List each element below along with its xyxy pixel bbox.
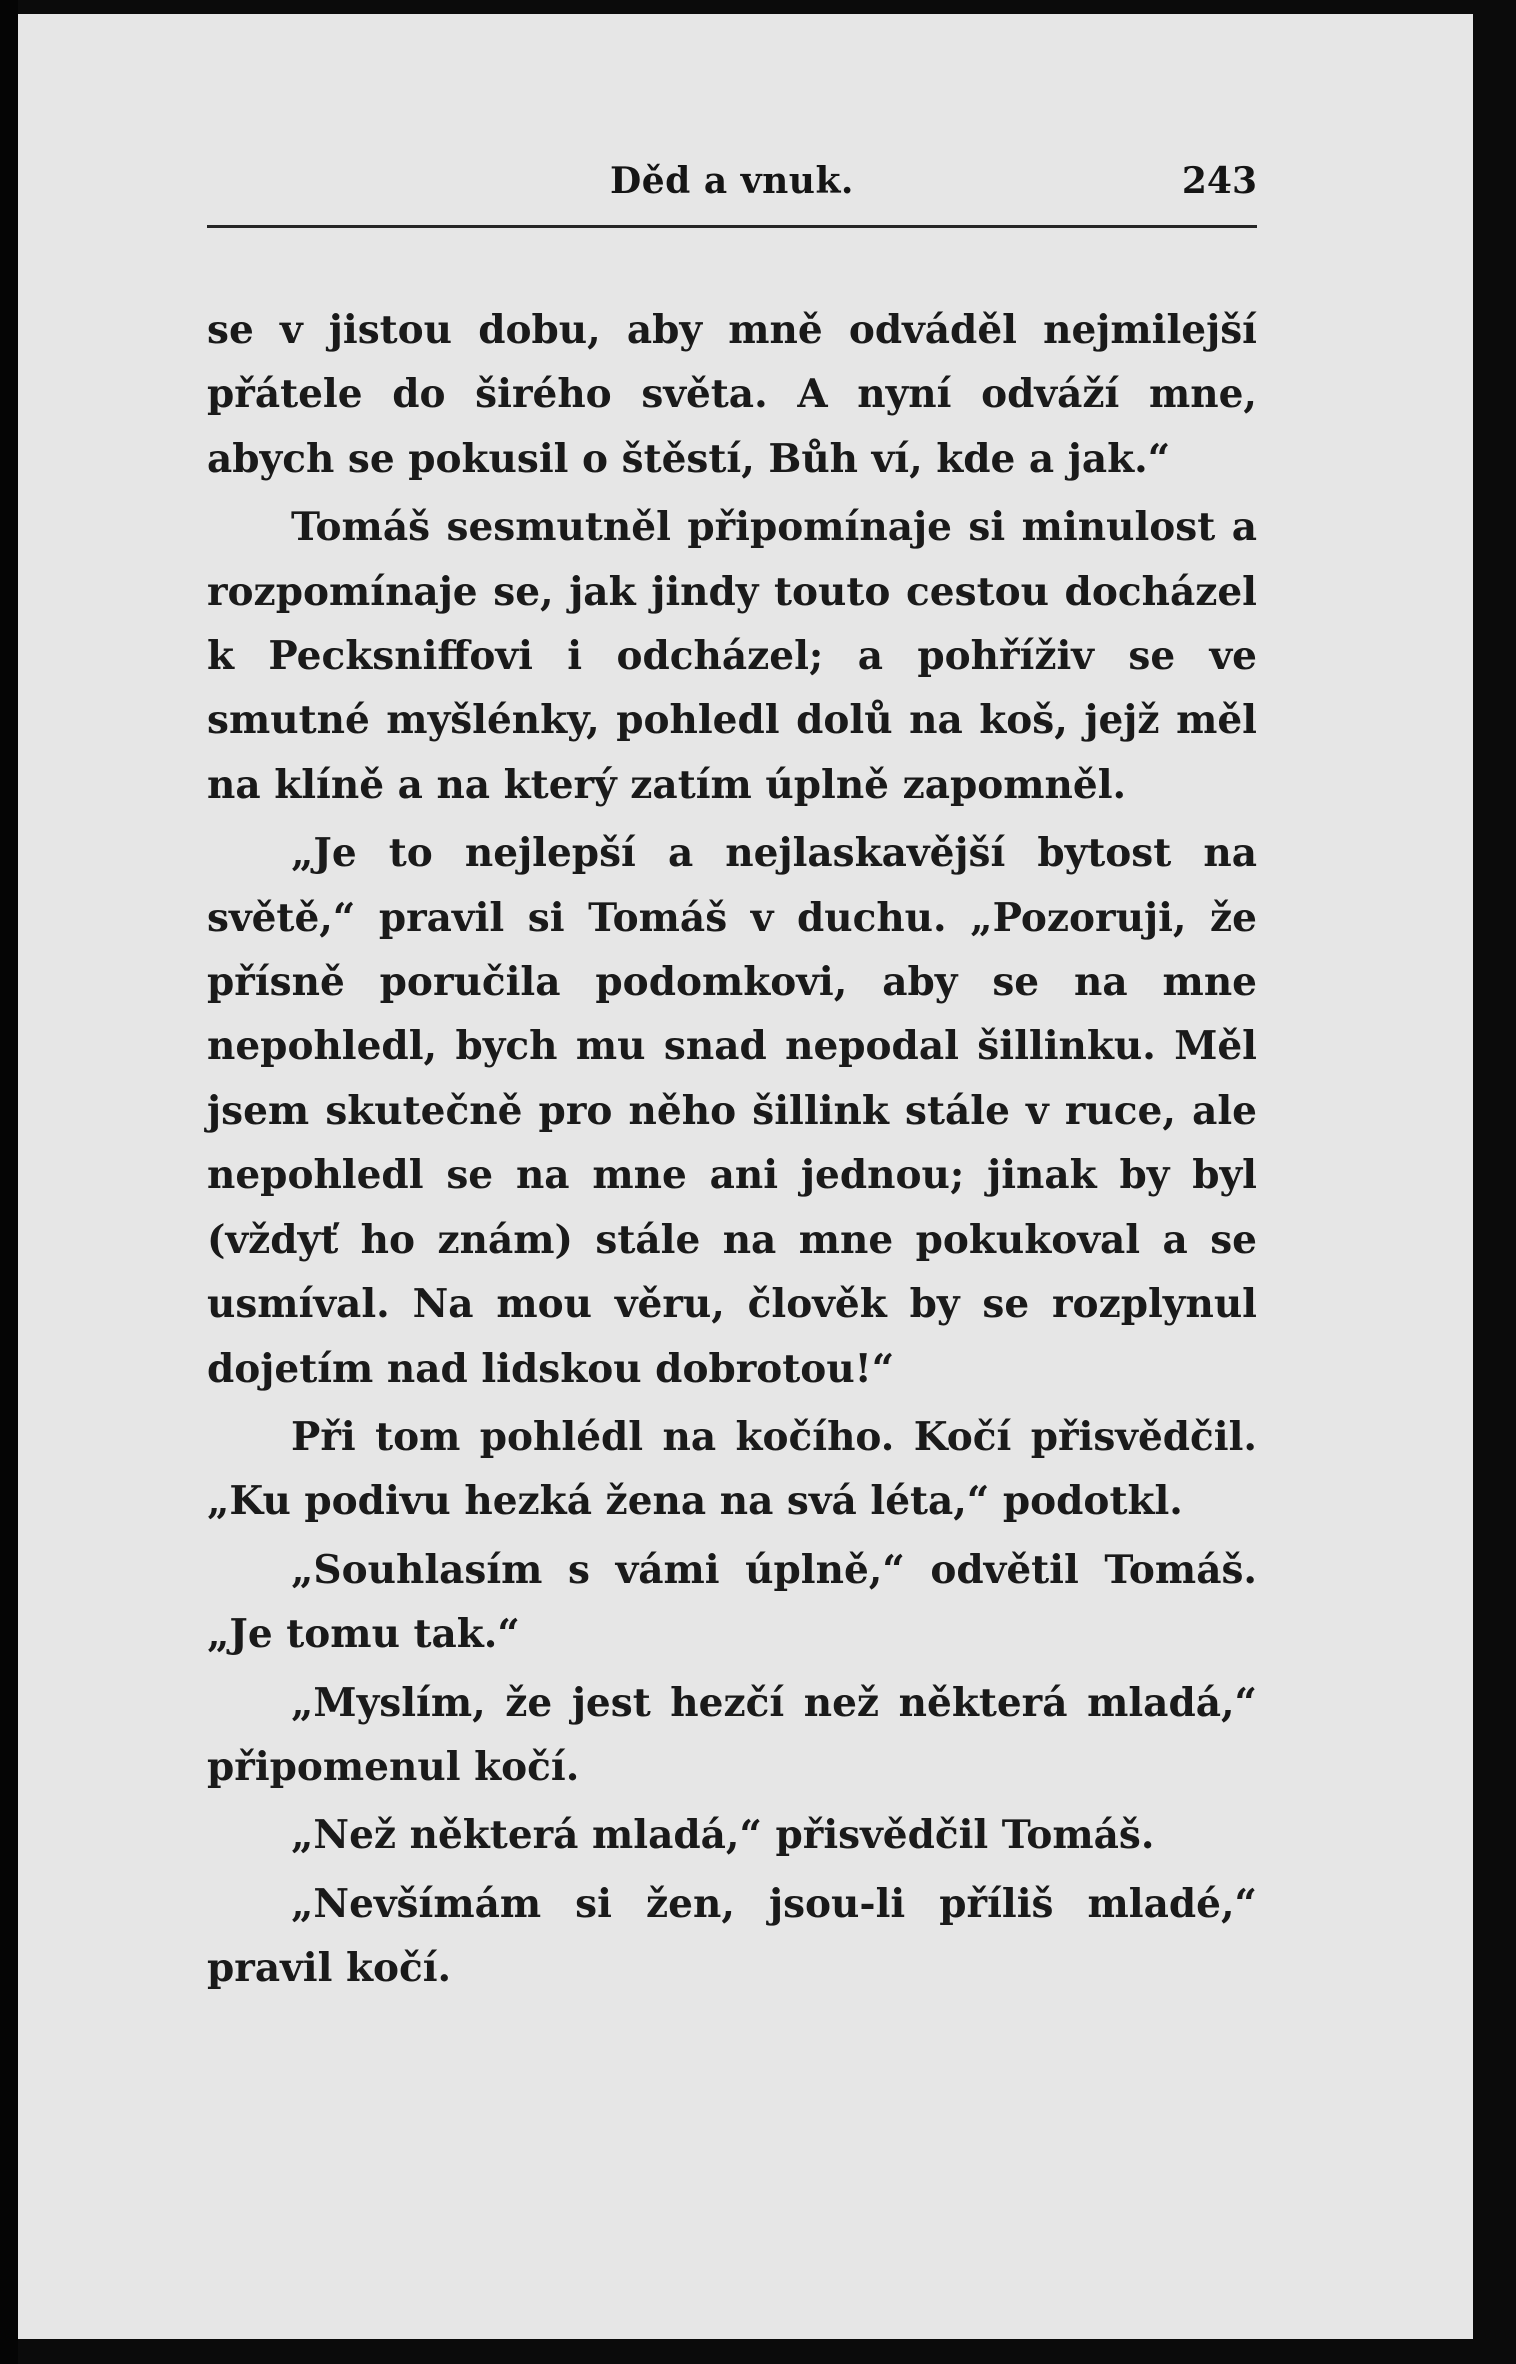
running-title: Děd a vnuk. [610,160,854,202]
body-text [207,298,1257,2005]
paragraph-6: „Myslím, že jest hezčí než některá mladá,“ připomenul kočí. [207,1679,1257,1790]
paragraph-3: „Je to nejlepší a nejlaskavější bytost na světě,“ pravil si Tomáš v duchu. „Pozoruji, že přísně poručila podomkovi, aby se na mne nepohledl, bych mu snad nepodal šillinku. Měl jsem skutečně pro něho šillink stále v ruce, ale nepohledl se na mne ani jednou; jinak by byl (vždyť ho znám) stále na mne pokukoval a se usmíval. Na mou věru, člověk by se rozplynul dojetím nad lidskou dobrotou!“ [207,830,1257,1392]
paragraph-5: „Souhlasím s vámi úplně,“ odvětil Tomáš. „Je tomu tak.“ [207,1546,1257,1658]
paragraph-2: Tomáš sesmutněl připomínaje si minulost a rozpomínaje se, jak jindy touto cestou docházel k Pecksniffovi i odcházel; a pohříživ se ve smutné myšlénky, pohledl dolů na koš, jejž měl na klíně a na který zatím úplně zapomněl. [207,504,1257,808]
page-number: 243 [1181,160,1257,202]
header-rule [207,225,1257,228]
paragraph-1: se v jistou dobu, aby mně odváděl nejmilejší přátele do širého světa. A nyní odváží mne, abych se pokusil o štěstí, Bůh ví, kde a jak.“ [207,307,1257,482]
binding-edge [0,0,18,2364]
paragraph-4: Při tom pohlédl na kočího. Kočí přisvědčil. „Ku podivu hezká žena na svá léta,“ podotkl. [207,1413,1257,1525]
paragraph-7: „Než některá mladá,“ přisvědčil Tomáš. [291,1812,1155,1859]
paragraph-8: „Nevšímám si žen, jsou-li příliš mladé,“ pravil kočí. [207,1880,1257,1992]
page-header [207,160,1257,216]
